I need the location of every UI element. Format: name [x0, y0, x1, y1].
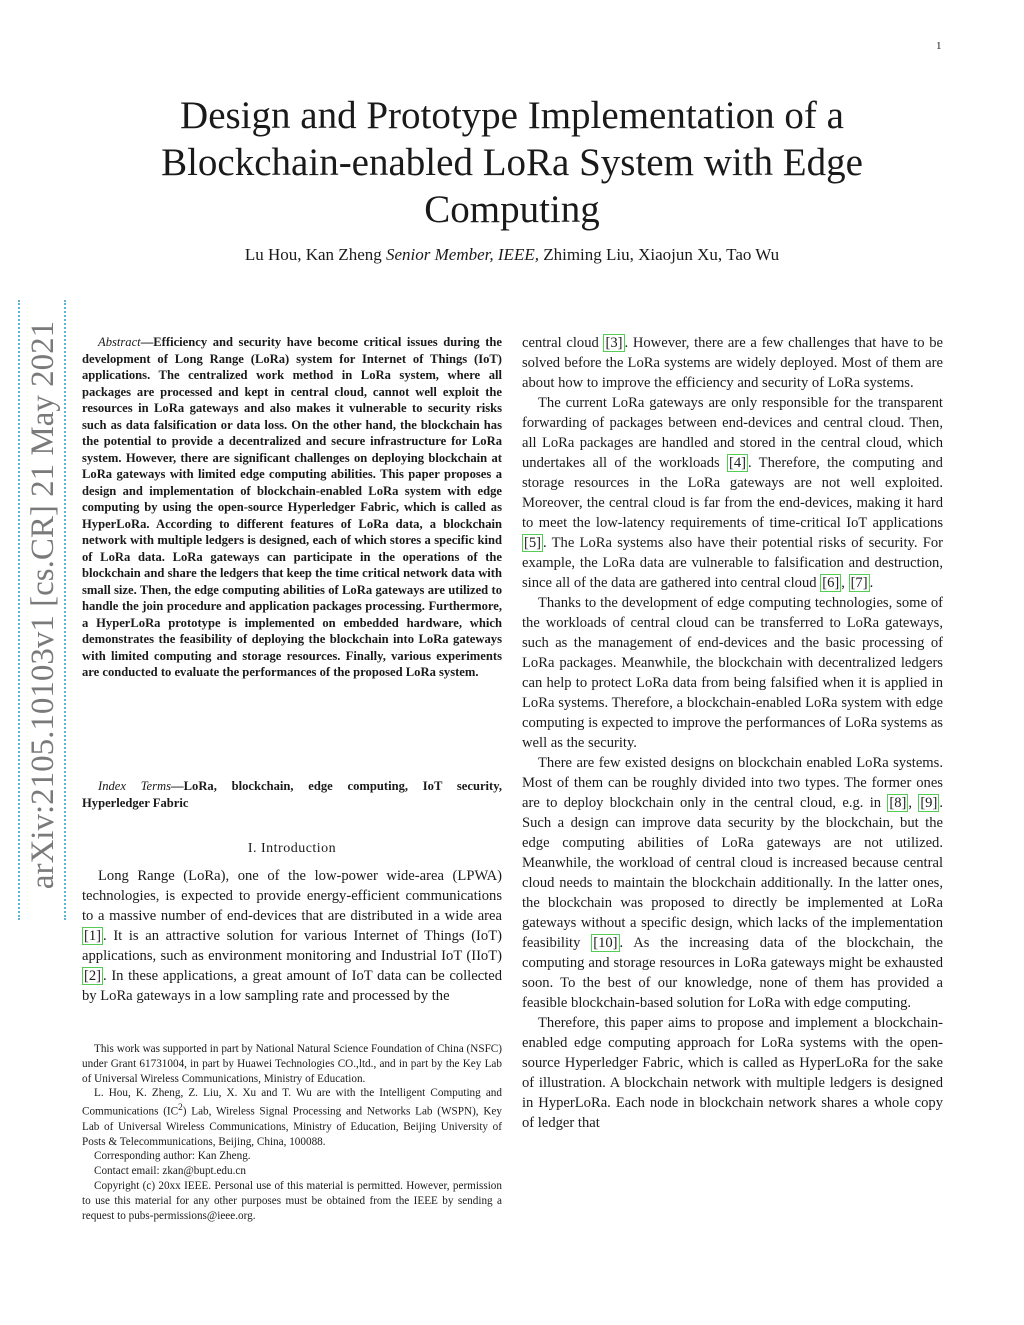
authors-names-1: Lu Hou, Kan Zheng — [244, 245, 386, 264]
text: , — [841, 575, 849, 591]
citation-link[interactable]: [2] — [84, 968, 102, 984]
text: The current LoRa gateways are only responsible for the transparent forwarding of packages between end-devices and central cloud. Then, all LoRa packages are handled and stored in the central cloud, which undertakes all of the workloads — [522, 395, 943, 471]
index-terms-text: —LoRa, blockchain, edge computing, IoT security, Hyperledger Fabric — [82, 779, 502, 810]
author-list — [100, 245, 924, 265]
intro-text-b: . It is an attractive solution for various Internet of Things (IoT) applications, such as environment monitoring and Industrial IoT (IIoT) — [82, 928, 502, 964]
citation-link[interactable]: [1] — [84, 928, 102, 944]
citation-link[interactable]: [3] — [605, 335, 623, 351]
paper-title: Design and Prototype Implementation of a Blockchain-enabled LoRa System with Edge Computing — [161, 94, 863, 231]
intro-text-a: Long Range (LoRa), one of the low-power wide-area (LPWA) technologies, is expected to provide energy-efficient communications to a massive number of end-devices that are distributed in a wide area — [82, 868, 502, 924]
section-heading: I. Introduction — [247, 841, 337, 856]
citation-link[interactable]: [5] — [524, 535, 542, 551]
text: . Therefore, the computing and storage resources in the LoRa gateways are not well exploited. Moreover, the central cloud is far from the end-devices, making it hard to meet the low-latency requirements of time-critical IoT applications — [522, 455, 943, 531]
text: , — [908, 795, 919, 811]
abstract — [82, 334, 502, 681]
text: central cloud — [522, 335, 604, 351]
footnote-affiliation — [82, 1086, 502, 1149]
paragraph: Thanks to the development of edge computing technologies, some of the workloads of central cloud can be transferred to LoRa gateways, such as the management of end-devices and the basic processing of LoRa packages. Meanwhile, the blockchain with decentralized ledgers can help to protect LoRa data from being falsified when it is applied in LoRa systems. Therefore, a blockchain-enabled LoRa system with edge computing is expected to improve the performances of LoRa systems as well as the security. — [522, 595, 943, 751]
paragraph — [522, 753, 943, 1013]
citation-link[interactable]: [6] — [822, 575, 840, 591]
text: There are few existed designs on blockchain enabled LoRa systems. Most of them can be roughly divided into two types. The former ones are to deploy blockchain only in the central cloud, e.g. in — [522, 755, 943, 811]
author-role: Senior Member, IEEE, — [386, 245, 539, 264]
citation-link[interactable]: [8] — [889, 795, 907, 811]
page-number: 1 — [936, 40, 942, 52]
citation-link[interactable]: [10] — [593, 935, 618, 951]
text: . As the increasing data of the blockchain, the computing and storage resources in LoRa gateways might be exhausted soon. To the best of our knowledge, none of them has provided a feasible blockchain-based solution for LoRa with edge computing. — [522, 935, 943, 1011]
authors-names-2: Zhiming Liu, Xiaojun Xu, Tao Wu — [538, 245, 780, 264]
text: . — [869, 575, 874, 591]
affil-sup: 2 — [178, 1103, 183, 1114]
abstract-label: Abstract — [98, 335, 141, 349]
arxiv-id: arXiv:2105.10103v1 [cs.CR] 21 May 2021 — [25, 320, 61, 890]
citation-link[interactable]: [4] — [728, 455, 746, 471]
intro-paragraph — [82, 866, 502, 1006]
affil-text-a: L. Hou, K. Zheng, Z. Liu, X. Xu and T. Wu are with the Intelligent Computing and Communications (IC — [82, 1087, 502, 1118]
footnote-copyright: Copyright (c) 20xx IEEE. Personal use of this material is permitted. However, permission to use this material for any other purposes must be obtained from the IEEE by sending a request to pubs-permissions@ieee.org. — [82, 1179, 502, 1222]
text: . However, there are a few challenges that have to be solved before the LoRa systems are widely deployed. Most of them are about how to improve the efficiency and security of LoRa systems. — [522, 335, 943, 391]
index-terms — [82, 778, 502, 811]
paragraph — [522, 333, 943, 393]
right-column — [522, 333, 943, 1133]
text: . The LoRa systems also have their potential risks of security. For example, the LoRa data are vulnerable to falsification and destruction, since all of the data are gathered into central cloud — [522, 535, 943, 591]
footnote-corresponding: Corresponding author: Kan Zheng. — [94, 1150, 251, 1163]
footnote-funding: This work was supported in part by National Natural Science Foundation of China (NSFC) under Grant 61731004, in part by Huawei Technologies CO.,ltd., and in part by the Key Lab of Universal Wireless Communications, Ministry of Education. — [82, 1043, 502, 1085]
citation-link[interactable]: [9] — [920, 795, 938, 811]
arxiv-stamp[interactable] — [18, 300, 66, 920]
abstract-text: —Efficiency and security have become critical issues during the development of Long Range (LoRa) system for Internet of Things (IoT) applications. The centralized work method in LoRa system, where all packages are processed and kept in central cloud, cannot well exploit the resources in LoRa gateways and also makes it vulnerable to security risks such as data falsification or data loss. On the other hand, the blockchain has the potential to provide a decentralized and secure infrastructure for LoRa system. However, there are significant challenges on deploying blockchain at LoRa gateways with limited edge computing abilities. This paper proposes a design and implementation of blockchain-enabled LoRa system with edge computing by using the open-source Hyperledger Fabric, which is called as HyperLoRa. According to different features of LoRa data, a blockchain network with multiple ledgers is designed, each of which stores a specific kind of LoRa data. LoRa gateways can participate in the operations of the blockchain and share the ledgers that keep the time critical network data with small size. Then, the edge computing abilities of LoRa gateways are utilized to handle the join procedure and application packages processing. Furthermore, a HyperLoRa prototype is implemented on embedded hardware, which demonstrates the feasibility of deploying the blockchain into LoRa gateways with limited computing and storage resources. Finally, various experiments are conducted to evaluate the performances of the proposed LoRa system. — [82, 335, 502, 679]
citation-link[interactable]: [7] — [850, 575, 868, 591]
index-terms-label: Index Terms — [98, 779, 172, 793]
footnotes — [82, 1042, 502, 1223]
intro-text-c: . In these applications, a great amount of IoT data can be collected by LoRa gateways in a low sampling rate and processed by the — [82, 968, 502, 1004]
text: . Such a design can improve data security by the blockchain, but the edge computing abilities of LoRa gateways are not utilized. Meanwhile, the workload of central cloud is increased because central cloud needs to maintain the blockchain additionally. In the latter ones, the blockchain was proposed to directly be implemented at LoRa gateways without a specific design, which lacks of the implementation feasibility — [522, 795, 943, 951]
paragraph — [522, 393, 943, 593]
footnote-email: Contact email: zkan@bupt.edu.cn — [94, 1165, 246, 1178]
paragraph: Therefore, this paper aims to propose and implement a blockchain-enabled edge computing approach for LoRa systems with the open-source Hyperledger Fabric, which is called as HyperLoRa for the sake of illustration. A blockchain network with multiple ledgers is designed in HyperLoRa. Each node in blockchain network shares a whole copy of ledger that — [522, 1015, 943, 1131]
affil-text-b: ) Lab, Wireless Signal Processing and Networks Lab (WSPN), Key Lab of Universal Wireless Communications, Ministry of Education, Beijing University of Posts & Telecommunications, Beijing, China, 100088. — [82, 1105, 502, 1148]
